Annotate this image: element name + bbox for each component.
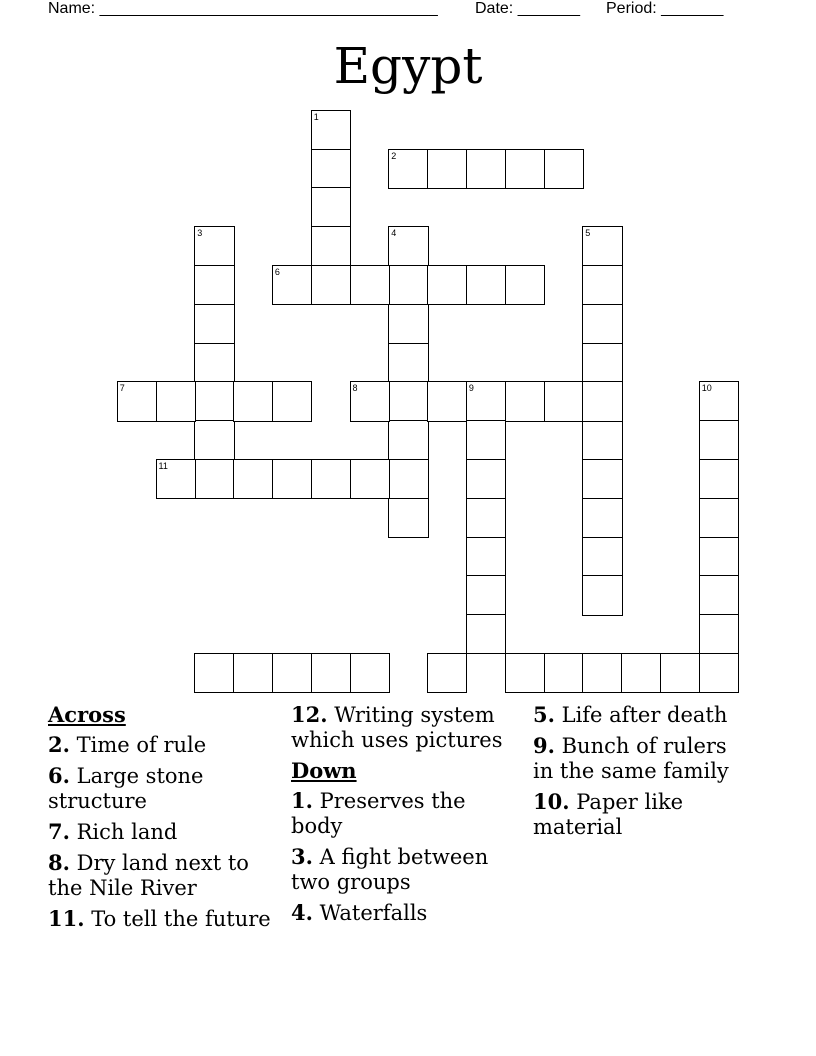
grid-cell[interactable]: [582, 653, 622, 693]
clue-number: 5.: [533, 702, 555, 727]
grid-cell[interactable]: [388, 420, 428, 460]
grid-cell[interactable]: [311, 149, 351, 189]
down-heading: Down: [291, 758, 357, 783]
clue-column-3: [533, 702, 748, 845]
period-field[interactable]: Period: _______: [606, 0, 724, 17]
grid-cell[interactable]: [156, 381, 196, 421]
name-field[interactable]: Name: ______________________________________: [48, 0, 438, 17]
grid-cell[interactable]: [311, 226, 351, 266]
clue-down-3: [291, 844, 523, 895]
clue-text: A fight between two groups: [291, 845, 489, 894]
clue-number: 7.: [48, 819, 70, 844]
grid-cell[interactable]: [194, 420, 234, 460]
grid-cell[interactable]: [350, 653, 390, 693]
grid-cell[interactable]: [427, 265, 467, 305]
grid-cell[interactable]: [388, 459, 428, 499]
grid-cell[interactable]: [699, 498, 739, 538]
clue-text: Dry land next to the Nile River: [48, 851, 249, 900]
clue-number-label: 6: [274, 266, 280, 277]
grid-cell[interactable]: [699, 381, 739, 421]
grid-cell[interactable]: [388, 265, 428, 305]
grid-cell[interactable]: [544, 653, 584, 693]
clue-text: Rich land: [76, 820, 178, 844]
grid-cell[interactable]: [582, 459, 622, 499]
clue-across-6: [48, 763, 280, 814]
grid-cell[interactable]: [156, 459, 196, 499]
clue-number-label: 11: [158, 460, 168, 471]
grid-cell[interactable]: [582, 226, 622, 266]
grid-cell[interactable]: [466, 149, 506, 189]
clue-down-4: [291, 900, 523, 926]
clue-across-8: [48, 850, 280, 901]
clue-text: To tell the future: [91, 907, 271, 931]
clue-number: 11.: [48, 906, 85, 931]
grid-cell[interactable]: [311, 265, 351, 305]
date-field[interactable]: Date: _______: [475, 0, 580, 17]
clue-across-7: [48, 819, 280, 845]
grid-cell[interactable]: [427, 653, 467, 693]
grid-cell[interactable]: [505, 653, 545, 693]
grid-cell[interactable]: [233, 459, 273, 499]
grid-cell[interactable]: [388, 304, 428, 344]
page-title: Egypt: [333, 37, 483, 95]
grid-cell[interactable]: [427, 149, 467, 189]
clue-number: 10.: [533, 789, 570, 814]
grid-cell[interactable]: [466, 265, 506, 305]
grid-cell[interactable]: [582, 537, 622, 577]
grid-cell[interactable]: [388, 498, 428, 538]
clue-text: Writing system which uses pictures: [291, 703, 503, 752]
clue-number-label: 2: [391, 150, 397, 161]
grid-cell[interactable]: [388, 343, 428, 383]
grid-cell[interactable]: [582, 304, 622, 344]
clue-number-label: 10: [701, 383, 712, 394]
grid-cell[interactable]: [194, 381, 234, 421]
grid-cell[interactable]: [621, 653, 661, 693]
grid-cell[interactable]: [194, 653, 234, 693]
grid-cell[interactable]: [466, 537, 506, 577]
clue-column-2: [291, 702, 523, 931]
clue-text: Large stone structure: [48, 764, 204, 813]
clue-down-9: [533, 733, 748, 784]
clue-number: 9.: [533, 733, 555, 758]
grid-cell[interactable]: [311, 187, 351, 227]
grid-cell[interactable]: [582, 420, 622, 460]
grid-cell[interactable]: [699, 653, 739, 693]
grid-cell[interactable]: [350, 459, 390, 499]
clue-across-12: [291, 702, 523, 753]
grid-cell[interactable]: [699, 575, 739, 615]
grid-cell[interactable]: [272, 265, 312, 305]
clue-number: 3.: [291, 844, 313, 869]
grid-cell[interactable]: [311, 653, 351, 693]
grid-cell[interactable]: [272, 459, 312, 499]
clue-number-label: 1: [313, 111, 319, 122]
clue-number: 6.: [48, 763, 70, 788]
clue-across-2: [48, 732, 280, 758]
clue-number: 4.: [291, 900, 313, 925]
clue-text: Waterfalls: [319, 901, 428, 925]
clue-number-label: 9: [468, 383, 474, 394]
grid-cell[interactable]: [466, 420, 506, 460]
grid-cell[interactable]: [699, 537, 739, 577]
grid-cell[interactable]: [427, 381, 467, 421]
grid-cell[interactable]: [350, 381, 390, 421]
grid-cell[interactable]: [582, 381, 622, 421]
grid-cell[interactable]: [466, 498, 506, 538]
grid-cell[interactable]: [544, 381, 584, 421]
grid-cell[interactable]: [505, 265, 545, 305]
grid-cell[interactable]: [466, 459, 506, 499]
across-heading: Across: [48, 702, 126, 727]
grid-cell[interactable]: [466, 381, 506, 421]
clue-text: Life after death: [561, 703, 728, 727]
grid-cell[interactable]: [466, 575, 506, 615]
clue-number: 12.: [291, 702, 328, 727]
grid-cell[interactable]: [233, 381, 273, 421]
grid-cell[interactable]: [505, 149, 545, 189]
clue-number-label: 4: [391, 228, 397, 239]
grid-cell[interactable]: [233, 653, 273, 693]
clue-column-1: [48, 702, 280, 937]
clue-number: 1.: [291, 788, 313, 813]
grid-cell[interactable]: [194, 226, 234, 266]
clue-down-1: [291, 788, 523, 839]
grid-cell[interactable]: [505, 381, 545, 421]
clue-number-label: 8: [352, 383, 358, 394]
clue-across-11: [48, 906, 280, 932]
clue-number-label: 7: [119, 383, 125, 394]
grid-cell[interactable]: [699, 420, 739, 460]
clue-down-10: [533, 789, 748, 840]
clue-text: Paper like material: [533, 790, 684, 839]
grid-cell[interactable]: [466, 614, 506, 654]
grid-cell[interactable]: [350, 265, 390, 305]
clue-text: Preserves the body: [291, 789, 466, 838]
grid-cell[interactable]: [582, 498, 622, 538]
clue-number-label: 3: [197, 228, 203, 239]
grid-cell[interactable]: [117, 381, 157, 421]
grid-cell[interactable]: [582, 343, 622, 383]
grid-cell[interactable]: [194, 459, 234, 499]
grid-cell[interactable]: [388, 381, 428, 421]
grid-cell[interactable]: [272, 381, 312, 421]
clue-down-5: [533, 702, 748, 728]
clue-number: 2.: [48, 732, 70, 757]
grid-cell[interactable]: [194, 265, 234, 305]
grid-cell[interactable]: [660, 653, 700, 693]
clue-text: Time of rule: [76, 733, 207, 757]
grid-cell[interactable]: [194, 343, 234, 383]
grid-cell[interactable]: [388, 226, 428, 266]
grid-cell[interactable]: [272, 653, 312, 693]
clue-text: Bunch of rulers in the same family: [533, 734, 729, 783]
grid-cell[interactable]: [388, 149, 428, 189]
grid-cell[interactable]: [582, 265, 622, 305]
clue-number-label: 5: [585, 228, 591, 239]
grid-cell[interactable]: [311, 110, 351, 150]
grid-cell[interactable]: [311, 459, 351, 499]
grid-cell[interactable]: [582, 575, 622, 615]
grid-cell[interactable]: [699, 459, 739, 499]
grid-cell[interactable]: [194, 304, 234, 344]
grid-cell[interactable]: [699, 614, 739, 654]
clue-number: 8.: [48, 850, 70, 875]
grid-cell[interactable]: [544, 149, 584, 189]
